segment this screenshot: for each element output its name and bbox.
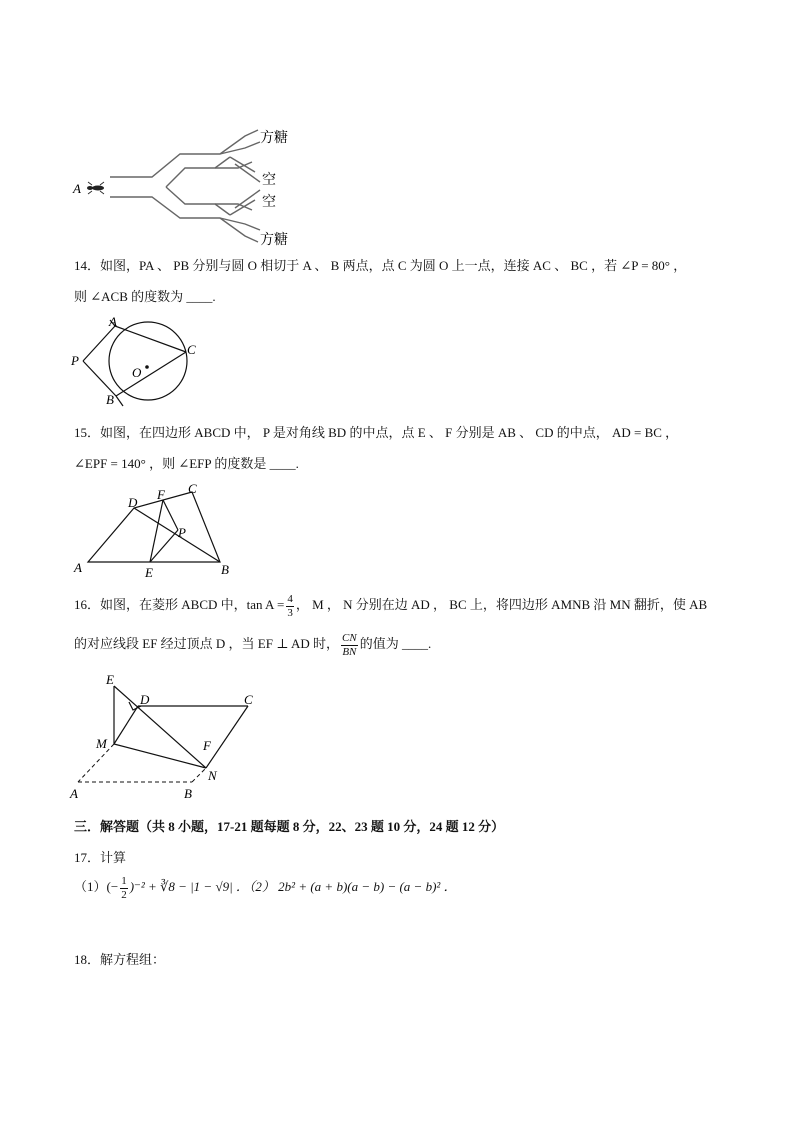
rhombus-fold-figure	[66, 670, 266, 804]
point-c-label: C	[188, 481, 197, 496]
question-text-line1b: ， M ， N 分别在边 AD ， BC 上，将四边形 AMNB 沿 MN 翻折，使 AB	[295, 597, 708, 612]
tan-fraction	[286, 593, 294, 620]
question-number: 15．	[74, 425, 101, 440]
point-a-label: A	[74, 560, 82, 575]
fraction-numerator: 4	[287, 592, 293, 605]
point-d-label: D	[128, 495, 138, 510]
point-e-label: E	[106, 672, 114, 687]
maze-end-2: 空	[262, 173, 276, 188]
maze-end-4: 方糖	[260, 233, 288, 248]
ant-maze-figure	[70, 122, 300, 250]
maze-end-3: 空	[262, 195, 276, 210]
question-text-line2a: 的对应线段 EF 经过顶点 D ，当 EF ⊥ AD 时，	[74, 636, 340, 651]
point-a-label: A	[70, 786, 78, 801]
fraction-numerator: 1	[121, 874, 127, 887]
question-17-title: 17．计算	[74, 850, 127, 865]
part-1-expr-a: (−	[106, 879, 119, 894]
point-c-label: C	[244, 692, 253, 707]
part-1-label: （1）	[74, 879, 107, 894]
fraction-numerator: CN	[342, 631, 357, 644]
question-text-line1: 如图，PA 、 PB 分别与圆 O 相切于 A 、 B 两点，点 C 为圆 O 上一点，连接 AC 、 BC ，若 ∠P = 80° ，	[100, 258, 687, 273]
point-b-label: B	[221, 562, 229, 577]
question-14	[74, 256, 686, 276]
point-p-label: P	[178, 525, 186, 540]
point-p-label: P	[71, 353, 79, 368]
point-e-label: E	[145, 565, 153, 580]
ratio-fraction	[341, 632, 358, 659]
question-16-line2	[74, 631, 431, 659]
question-number: 16．	[74, 597, 101, 612]
question-text-line1a: 如图，在菱形 ABCD 中，tan A =	[100, 597, 285, 612]
ant-icon	[87, 182, 104, 194]
point-n-label: N	[208, 768, 217, 783]
point-c-label: C	[187, 342, 196, 357]
point-b-label: B	[106, 392, 114, 407]
point-m-label: M	[96, 736, 107, 751]
question-15	[74, 423, 678, 443]
question-16	[74, 592, 707, 620]
fraction-denominator: 3	[287, 606, 293, 619]
quadrilateral-figure	[70, 480, 240, 580]
half-fraction	[120, 875, 128, 902]
tangent-circle-figure	[68, 314, 208, 410]
fraction-denominator: BN	[342, 645, 357, 658]
fraction-denominator: 2	[121, 888, 127, 901]
point-f-label: F	[157, 487, 165, 502]
point-a-label: A	[109, 314, 117, 329]
maze-label-a: A	[73, 181, 81, 196]
point-d-label: D	[140, 692, 150, 707]
question-15-line2: ∠EPF = 140° ，则 ∠EFP 的度数是 ____.	[74, 456, 299, 471]
point-b-label: B	[184, 786, 192, 801]
section-heading: 三．解答题（共 8 小题，17-21 题每题 8 分，22、23 题 10 分，24 题 12 分）	[74, 819, 505, 834]
maze-end-1: 方糖	[260, 131, 288, 146]
question-18-title: 18．解方程组：	[74, 952, 166, 967]
question-text-line1: 如图，在四边形 ABCD 中， P 是对角线 BD 的中点，点 E 、 F 分别是 AB 、 CD 的中点， AD = BC ，	[100, 425, 679, 440]
part-1-expr-b: )⁻² + ∛8 − |1 − √9| ．	[129, 879, 249, 894]
part-2-expr: （2） 2b² + (a + b)(a − b) − (a − b)² ．	[248, 879, 457, 894]
point-o-label: O	[132, 365, 142, 380]
question-14-line2: 则 ∠ACB 的度数为 ____.	[74, 289, 216, 304]
question-17-parts	[74, 872, 457, 902]
question-text-line2b: 的值为 ____.	[359, 636, 432, 651]
question-number: 14．	[74, 258, 101, 273]
point-f-label: F	[203, 738, 211, 753]
